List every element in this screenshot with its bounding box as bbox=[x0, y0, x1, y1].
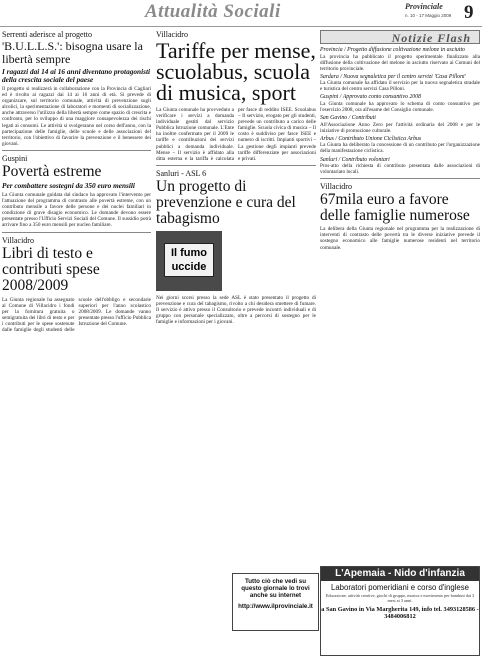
article-kicker: Sanluri - ASL 6 bbox=[156, 168, 207, 178]
page-header bbox=[0, 0, 482, 27]
flash-title: Sanluri / Contributo volontari bbox=[320, 156, 390, 163]
divider bbox=[320, 178, 480, 179]
column-left bbox=[2, 30, 151, 657]
article-body: La Giunta comunale guidata dal sindaco ha approvato l'intervento per l'attuazione del programma di contrasto alle povertà estreme, con un contributo mensile a favore delle persone e dei nuclei familiari in condizione di grave disagio economico. Le domande devono essere presentate presso l'Ufficio Servizi Sociali del Comune. Il sussidio potrà arrivare fino a 350 euro mensili per nucleo familiare. bbox=[2, 191, 151, 229]
flash-title: Sardara / Nuova segnaletica per il centro servizi 'Casa Pilloni' bbox=[320, 73, 466, 80]
article-body: La Giunta comunale ha provveduto a verificare i servizi a domanda individuale gestiti dal servizio Pubblica Istruzione comunale. L'Ente ha inoltre confermato per il 2009 le tariffe e contribuzioni dei servizi pubblici a domanda individuale. Mense – Il servizio è affidato alla ditta esterna e la tariffa è calcolata per fasce di reddito ISEE. Scuolabus – Il servizio, erogato per gli studenti, prevede un contributo a carico delle famiglie. Scuola civica di musica – Il costo è suddiviso per fasce ISEE e numero di iscritti. Impianti sportivi – La gestione degli impianti prevede tariffe differenziate per associazioni e privati. bbox=[156, 107, 316, 162]
flash-body: All'Associazione Anno Zero per l'attività ordinaria del 2008 e per le iniziative di promozione culturale. bbox=[320, 121, 480, 134]
article-libri bbox=[2, 236, 151, 334]
ad-address: a San Gavino in Via Margherita 149, info tel. 3493128586 - 3484006812 bbox=[321, 606, 479, 620]
fumo-uccide-sign: Il fumo uccide bbox=[164, 243, 214, 277]
article-poverta bbox=[2, 154, 151, 229]
article-kicker: Villacidro bbox=[320, 182, 352, 192]
article-tariffe bbox=[156, 30, 316, 162]
flash-title: San Gavino / Contributi bbox=[320, 115, 376, 122]
article-body: Nei giorni scorsi presso la sede ASL è stato presentato il progetto di prevenzione e cura del tabagismo, rivolto a chi desidera smettere di fumare. Il servizio è attivo presso il Consultorio e prevede incontri individuali e di gruppo con personale specializzato, oltre a percorsi di sostegno per le famiglie e informazioni per i giovani. bbox=[156, 294, 316, 326]
article-body: La Giunta regionale ha assegnato al Comune di Villacidro i fondi per la fornitura gratuita o semigratuita dei libri di testo e per i contributi per le spese sostenute dalle famiglie degli studenti delle scuole dell'obbligo e secondarie superiori per l'anno scolastico 2008/2009. Le domande vanno presentate presso l'ufficio Pubblica Istruzione del Comune. bbox=[2, 296, 151, 333]
notizie-flash-banner bbox=[320, 30, 480, 44]
section-title: Attualità Sociali bbox=[145, 1, 281, 22]
newspaper-logo: Provinciale bbox=[405, 2, 443, 11]
no-smoking-photo bbox=[156, 231, 222, 291]
flash-title: Provincia / Progetto diffusione coltivazione melone in asciutto bbox=[320, 47, 465, 53]
article-body: La delibera della Giunta regionale nel programma per la realizzazione di interventi di contrasto delle povertà tra le diverse iniziative prevede il sostegno economico alle famiglie numerose residenti nel territorio comunale. bbox=[320, 226, 480, 251]
article-famiglie bbox=[320, 182, 480, 250]
article-body: Il progetto si realizzerà in collaborazione con la Provincia di Cagliari ed è rivolto ai ragazzi dai 14 ai 16 anni di età. Si prevede di organizzare, sul territorio comunale, attività di prevenzione sugli alcolici, la sperimentazione di laboratori e momenti di socializzazione, anche attraverso l'utilizzo della libertà sempre come spazio di crescita e confronto, per lo sviluppo di una maggiore consapevolezza dei rischi legati ai consumi. Le attività si svolgeranno nel corso dell'anno, con la partecipazione delle famiglie, delle scuole e delle associazioni del territorio, con l'obiettivo di favorire la prevenzione e il benessere dei giovani. bbox=[2, 86, 151, 147]
column-right bbox=[320, 30, 480, 563]
flash-body: La provincia ha pubblicato il progetto sperimentale finalizzato alla diffusione della coltivazione del melone in asciutto riservato ai Comuni del territorio provinciale. bbox=[320, 53, 480, 72]
ad-description: Educazione, attività creative, giochi di gruppo, musica e movimento per bambini dai 3 mesi ai 3 anni. bbox=[325, 593, 475, 603]
article-kicker: Guspini bbox=[2, 153, 28, 163]
ad-url-link[interactable]: http://www.ilprovinciale.it bbox=[238, 603, 313, 610]
flash-body: La Giunta comunale ha affidato il servizio per la nuova segnaletica stradale e turistica del centro servizi Casa Pilloni. bbox=[320, 80, 480, 93]
flash-body: La Giunta ha deliberato la concessione di un contributo per l'organizzazione della manifestazione ciclistica. bbox=[320, 142, 480, 155]
column-center bbox=[156, 30, 316, 566]
ad-subtitle: Laboratori pomeridiani e corso d'inglese bbox=[330, 583, 469, 592]
article-title: Tariffe per mense, scuolabus, scuola di musica, sport bbox=[156, 38, 316, 105]
article-title: Povertà estreme bbox=[2, 162, 102, 180]
article-title: Libri di testo e contributi spese 2008/2009 bbox=[2, 244, 100, 294]
flash-item bbox=[320, 115, 480, 134]
ad-title: L'Apemaia - Nido d'infanzia bbox=[321, 567, 479, 581]
flash-body: La Giunta comunale ha approvato lo schema di conto consuntivo per l'esercizio 2008, ora all'esame del Consiglio comunale. bbox=[320, 100, 480, 114]
flash-body: Pros-atto della richiesta di contributo presentata dalle associazioni di volontariato locali. bbox=[320, 163, 480, 176]
article-subtitle: I ragazzi dai 14 ai 16 anni diventano protagonisti della crescita sociale del paese bbox=[2, 67, 150, 84]
flash-title: Arbus / Contributo Unione Ciclistica Arbus bbox=[320, 135, 422, 142]
issue-info: n. 10 - 17 Maggio 2009 bbox=[405, 13, 452, 18]
flash-item bbox=[320, 136, 480, 155]
flash-item bbox=[320, 157, 480, 176]
article-title: 'B.U.L.L.S.': bisogna usare la libertà sempre bbox=[2, 39, 143, 66]
flash-item bbox=[320, 47, 480, 72]
header-rule bbox=[0, 26, 482, 27]
apemaia-ad bbox=[320, 566, 480, 656]
divider bbox=[2, 150, 151, 151]
provinciale-web-ad bbox=[232, 573, 319, 631]
article-title: Un progetto di prevenzione e cura del tabagismo bbox=[156, 177, 296, 227]
flash-title: Guspini / Approvato conto consuntivo 2008 bbox=[320, 94, 421, 101]
flash-list bbox=[320, 47, 480, 175]
banner-label: Notizie Flash bbox=[391, 31, 471, 45]
divider bbox=[156, 165, 316, 166]
ad-text: Tutto ciò che vedi su questo giornale lo trovi anche su internet bbox=[241, 578, 310, 599]
article-tabagismo bbox=[156, 169, 316, 325]
page-number: 9 bbox=[464, 2, 474, 23]
article-subtitle: Per combattere sostegni da 350 euro mensili bbox=[2, 180, 135, 190]
flash-item bbox=[320, 74, 480, 93]
article-kicker: Villacidro bbox=[2, 235, 34, 245]
article-kicker: Serrenti aderisce al progetto bbox=[2, 30, 92, 39]
article-bulls bbox=[2, 30, 151, 147]
flash-item bbox=[320, 94, 480, 113]
divider bbox=[2, 232, 151, 233]
article-title: 67mila euro a favore delle famiglie numerose bbox=[320, 191, 470, 225]
article-kicker: Villacidro bbox=[156, 30, 188, 39]
